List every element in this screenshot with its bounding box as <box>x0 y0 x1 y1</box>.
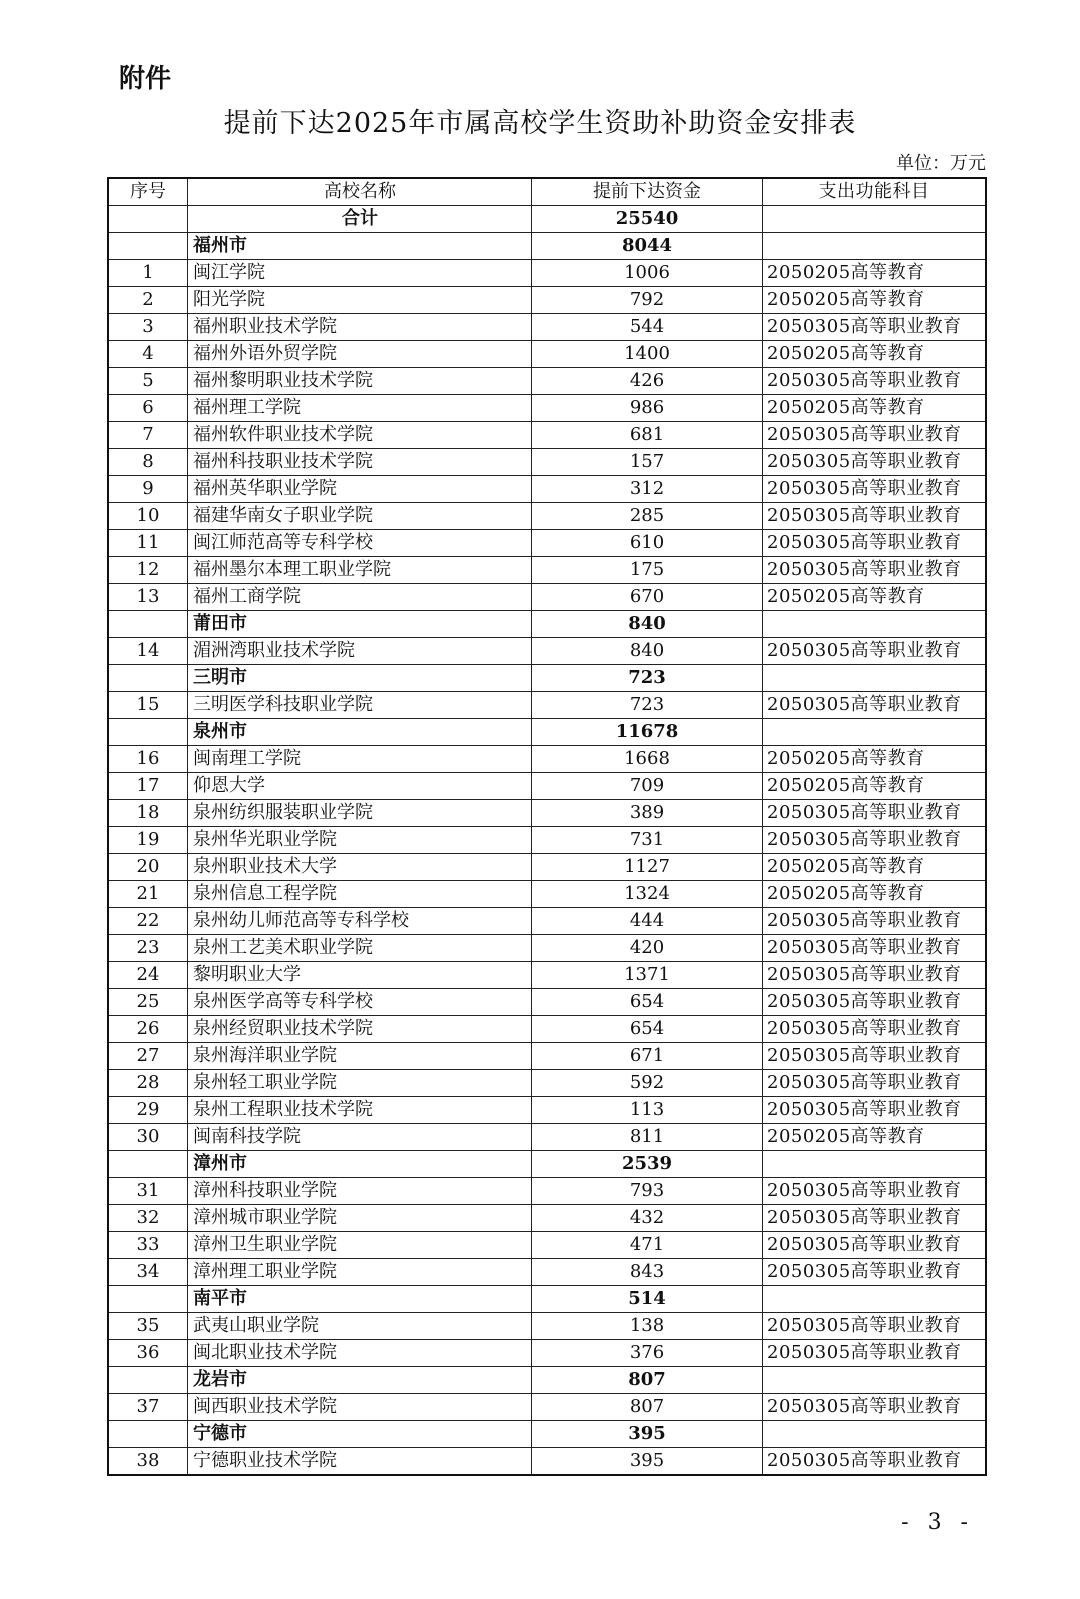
school-amount: 157 <box>532 449 763 476</box>
table-row <box>108 1016 986 1043</box>
city-index-cell <box>108 233 188 260</box>
city-group-row <box>108 665 986 692</box>
row-index: 2 <box>108 287 188 314</box>
table-header-row <box>108 178 986 206</box>
total-category-cell <box>763 206 987 233</box>
school-name: 福州理工学院 <box>188 395 532 422</box>
school-amount: 471 <box>532 1232 763 1259</box>
school-name: 福州职业技术学院 <box>188 314 532 341</box>
row-index: 23 <box>108 935 188 962</box>
city-index-cell <box>108 611 188 638</box>
expense-category: 2050305高等职业教育 <box>763 935 987 962</box>
school-name: 泉州工程职业技术学院 <box>188 1097 532 1124</box>
expense-category: 2050305高等职业教育 <box>763 1259 987 1286</box>
table-row <box>108 503 986 530</box>
row-index: 18 <box>108 800 188 827</box>
expense-category: 2050305高等职业教育 <box>763 638 987 665</box>
school-name: 泉州信息工程学院 <box>188 881 532 908</box>
row-index: 4 <box>108 341 188 368</box>
school-amount: 1400 <box>532 341 763 368</box>
school-name: 福州英华职业学院 <box>188 476 532 503</box>
table-row <box>108 881 986 908</box>
school-name: 福州外语外贸学院 <box>188 341 532 368</box>
school-name: 福州黎明职业技术学院 <box>188 368 532 395</box>
expense-category: 2050305高等职业教育 <box>763 1448 987 1476</box>
school-amount: 1006 <box>532 260 763 287</box>
school-amount: 376 <box>532 1340 763 1367</box>
row-index: 33 <box>108 1232 188 1259</box>
table-row <box>108 746 986 773</box>
row-index: 38 <box>108 1448 188 1476</box>
school-name: 闽南理工学院 <box>188 746 532 773</box>
row-index: 5 <box>108 368 188 395</box>
table-row <box>108 908 986 935</box>
city-index-cell <box>108 1367 188 1394</box>
school-name: 仰恩大学 <box>188 773 532 800</box>
table-row <box>108 1232 986 1259</box>
table-row <box>108 1178 986 1205</box>
school-name: 漳州卫生职业学院 <box>188 1232 532 1259</box>
table-row <box>108 1394 986 1421</box>
city-category-cell <box>763 665 987 692</box>
expense-category: 2050305高等职业教育 <box>763 989 987 1016</box>
city-name: 南平市 <box>188 1286 532 1313</box>
expense-category: 2050305高等职业教育 <box>763 1070 987 1097</box>
school-name: 闽江师范高等专科学校 <box>188 530 532 557</box>
table-row <box>108 1070 986 1097</box>
row-index: 37 <box>108 1394 188 1421</box>
row-index: 26 <box>108 1016 188 1043</box>
expense-category: 2050205高等教育 <box>763 341 987 368</box>
school-amount: 986 <box>532 395 763 422</box>
school-name: 泉州海洋职业学院 <box>188 1043 532 1070</box>
school-amount: 1371 <box>532 962 763 989</box>
school-name: 泉州纺织服装职业学院 <box>188 800 532 827</box>
expense-category: 2050305高等职业教育 <box>763 827 987 854</box>
school-name: 三明医学科技职业学院 <box>188 692 532 719</box>
city-group-row <box>108 611 986 638</box>
table-row <box>108 935 986 962</box>
expense-category: 2050205高等教育 <box>763 584 987 611</box>
city-name: 莆田市 <box>188 611 532 638</box>
table-row <box>108 854 986 881</box>
city-amount: 11678 <box>532 719 763 746</box>
table-row <box>108 530 986 557</box>
expense-category: 2050305高等职业教育 <box>763 908 987 935</box>
school-name: 泉州华光职业学院 <box>188 827 532 854</box>
school-amount: 426 <box>532 368 763 395</box>
row-index: 20 <box>108 854 188 881</box>
city-index-cell <box>108 665 188 692</box>
attachment-label: 附件 <box>119 64 172 94</box>
header-category: 支出功能科目 <box>763 178 987 206</box>
table-row <box>108 800 986 827</box>
school-amount: 654 <box>532 989 763 1016</box>
table-row <box>108 827 986 854</box>
total-row <box>108 206 986 233</box>
table-row <box>108 1205 986 1232</box>
table-row <box>108 773 986 800</box>
row-index: 29 <box>108 1097 188 1124</box>
row-index: 30 <box>108 1124 188 1151</box>
school-name: 泉州轻工职业学院 <box>188 1070 532 1097</box>
school-amount: 1127 <box>532 854 763 881</box>
school-name: 福州墨尔本理工职业学院 <box>188 557 532 584</box>
expense-category: 2050305高等职业教育 <box>763 1043 987 1070</box>
school-amount: 654 <box>532 1016 763 1043</box>
expense-category: 2050205高等教育 <box>763 746 987 773</box>
city-group-row <box>108 1151 986 1178</box>
city-name: 泉州市 <box>188 719 532 746</box>
row-index: 15 <box>108 692 188 719</box>
expense-category: 2050305高等职业教育 <box>763 476 987 503</box>
expense-category: 2050305高等职业教育 <box>763 1340 987 1367</box>
total-amount: 25540 <box>532 206 763 233</box>
school-name: 黎明职业大学 <box>188 962 532 989</box>
row-index: 24 <box>108 962 188 989</box>
school-amount: 592 <box>532 1070 763 1097</box>
school-name: 泉州幼儿师范高等专科学校 <box>188 908 532 935</box>
expense-category: 2050305高等职业教育 <box>763 503 987 530</box>
table-row <box>108 584 986 611</box>
table-row <box>108 638 986 665</box>
school-amount: 807 <box>532 1394 763 1421</box>
row-index: 9 <box>108 476 188 503</box>
table-row <box>108 1097 986 1124</box>
school-name: 漳州科技职业学院 <box>188 1178 532 1205</box>
expense-category: 2050205高等教育 <box>763 287 987 314</box>
table-row <box>108 476 986 503</box>
city-category-cell <box>763 233 987 260</box>
school-name: 福州软件职业技术学院 <box>188 422 532 449</box>
row-index: 34 <box>108 1259 188 1286</box>
city-amount: 8044 <box>532 233 763 260</box>
total-index-cell <box>108 206 188 233</box>
school-name: 闽江学院 <box>188 260 532 287</box>
city-amount: 723 <box>532 665 763 692</box>
expense-category: 2050305高等职业教育 <box>763 449 987 476</box>
unit-label: 单位：万元 <box>896 153 986 174</box>
row-index: 8 <box>108 449 188 476</box>
school-name: 漳州城市职业学院 <box>188 1205 532 1232</box>
funding-table <box>107 177 987 1476</box>
expense-category: 2050305高等职业教育 <box>763 1394 987 1421</box>
school-amount: 610 <box>532 530 763 557</box>
row-index: 3 <box>108 314 188 341</box>
school-name: 泉州经贸职业技术学院 <box>188 1016 532 1043</box>
expense-category: 2050305高等职业教育 <box>763 557 987 584</box>
school-amount: 681 <box>532 422 763 449</box>
table-row <box>108 1259 986 1286</box>
expense-category: 2050305高等职业教育 <box>763 1313 987 1340</box>
row-index: 31 <box>108 1178 188 1205</box>
city-amount: 514 <box>532 1286 763 1313</box>
school-amount: 811 <box>532 1124 763 1151</box>
row-index: 12 <box>108 557 188 584</box>
city-index-cell <box>108 1421 188 1448</box>
row-index: 6 <box>108 395 188 422</box>
row-index: 17 <box>108 773 188 800</box>
school-amount: 1324 <box>532 881 763 908</box>
school-amount: 1668 <box>532 746 763 773</box>
school-name: 福州科技职业技术学院 <box>188 449 532 476</box>
city-category-cell <box>763 611 987 638</box>
school-name: 阳光学院 <box>188 287 532 314</box>
school-name: 福州工商学院 <box>188 584 532 611</box>
row-index: 16 <box>108 746 188 773</box>
table-row <box>108 692 986 719</box>
school-amount: 312 <box>532 476 763 503</box>
row-index: 13 <box>108 584 188 611</box>
expense-category: 2050305高等职业教育 <box>763 368 987 395</box>
total-label: 合计 <box>188 206 532 233</box>
row-index: 10 <box>108 503 188 530</box>
table-row <box>108 557 986 584</box>
school-name: 闽南科技学院 <box>188 1124 532 1151</box>
expense-category: 2050305高等职业教育 <box>763 1097 987 1124</box>
table-row <box>108 260 986 287</box>
table-row <box>108 1448 986 1476</box>
school-amount: 843 <box>532 1259 763 1286</box>
school-name: 闽北职业技术学院 <box>188 1340 532 1367</box>
table-row <box>108 368 986 395</box>
table-row <box>108 1124 986 1151</box>
expense-category: 2050205高等教育 <box>763 1124 987 1151</box>
expense-category: 2050305高等职业教育 <box>763 422 987 449</box>
school-name: 宁德职业技术学院 <box>188 1448 532 1476</box>
school-amount: 138 <box>532 1313 763 1340</box>
expense-category: 2050305高等职业教育 <box>763 314 987 341</box>
school-name: 泉州工艺美术职业学院 <box>188 935 532 962</box>
table-row <box>108 395 986 422</box>
header-amount: 提前下达资金 <box>532 178 763 206</box>
school-amount: 420 <box>532 935 763 962</box>
expense-category: 2050305高等职业教育 <box>763 800 987 827</box>
expense-category: 2050305高等职业教育 <box>763 962 987 989</box>
row-index: 7 <box>108 422 188 449</box>
header-index: 序号 <box>108 178 188 206</box>
table-row <box>108 1340 986 1367</box>
table-row <box>108 422 986 449</box>
school-amount: 671 <box>532 1043 763 1070</box>
school-amount: 175 <box>532 557 763 584</box>
school-name: 泉州医学高等专科学校 <box>188 989 532 1016</box>
school-amount: 395 <box>532 1448 763 1476</box>
city-amount: 395 <box>532 1421 763 1448</box>
row-index: 11 <box>108 530 188 557</box>
expense-category: 2050305高等职业教育 <box>763 1016 987 1043</box>
table-row <box>108 314 986 341</box>
expense-category: 2050305高等职业教育 <box>763 1178 987 1205</box>
page-title: 提前下达2025年市属高校学生资助补助资金安排表 <box>223 108 857 139</box>
school-amount: 793 <box>532 1178 763 1205</box>
expense-category: 2050305高等职业教育 <box>763 1205 987 1232</box>
expense-category: 2050305高等职业教育 <box>763 530 987 557</box>
school-amount: 389 <box>532 800 763 827</box>
city-group-row <box>108 719 986 746</box>
city-group-row <box>108 233 986 260</box>
city-amount: 807 <box>532 1367 763 1394</box>
expense-category: 2050205高等教育 <box>763 260 987 287</box>
school-amount: 432 <box>532 1205 763 1232</box>
row-index: 27 <box>108 1043 188 1070</box>
school-amount: 792 <box>532 287 763 314</box>
school-amount: 670 <box>532 584 763 611</box>
city-name: 三明市 <box>188 665 532 692</box>
city-category-cell <box>763 1367 987 1394</box>
row-index: 36 <box>108 1340 188 1367</box>
expense-category: 2050305高等职业教育 <box>763 692 987 719</box>
expense-category: 2050205高等教育 <box>763 395 987 422</box>
city-category-cell <box>763 1286 987 1313</box>
school-amount: 113 <box>532 1097 763 1124</box>
city-amount: 2539 <box>532 1151 763 1178</box>
city-index-cell <box>108 719 188 746</box>
table-row <box>108 341 986 368</box>
table-row <box>108 1043 986 1070</box>
city-group-row <box>108 1367 986 1394</box>
school-name: 泉州职业技术大学 <box>188 854 532 881</box>
expense-category: 2050205高等教育 <box>763 773 987 800</box>
city-amount: 840 <box>532 611 763 638</box>
city-index-cell <box>108 1286 188 1313</box>
city-name: 福州市 <box>188 233 532 260</box>
table-row <box>108 989 986 1016</box>
city-category-cell <box>763 719 987 746</box>
school-name: 湄洲湾职业技术学院 <box>188 638 532 665</box>
city-group-row <box>108 1421 986 1448</box>
school-amount: 709 <box>532 773 763 800</box>
row-index: 19 <box>108 827 188 854</box>
row-index: 32 <box>108 1205 188 1232</box>
expense-category: 2050305高等职业教育 <box>763 1232 987 1259</box>
school-amount: 285 <box>532 503 763 530</box>
row-index: 21 <box>108 881 188 908</box>
row-index: 22 <box>108 908 188 935</box>
school-amount: 544 <box>532 314 763 341</box>
table-row <box>108 962 986 989</box>
row-index: 35 <box>108 1313 188 1340</box>
school-amount: 444 <box>532 908 763 935</box>
school-amount: 840 <box>532 638 763 665</box>
expense-category: 2050205高等教育 <box>763 854 987 881</box>
school-name: 闽西职业技术学院 <box>188 1394 532 1421</box>
table-row <box>108 287 986 314</box>
school-name: 武夷山职业学院 <box>188 1313 532 1340</box>
row-index: 28 <box>108 1070 188 1097</box>
school-name: 福建华南女子职业学院 <box>188 503 532 530</box>
city-name: 宁德市 <box>188 1421 532 1448</box>
city-category-cell <box>763 1421 987 1448</box>
expense-category: 2050205高等教育 <box>763 881 987 908</box>
row-index: 25 <box>108 989 188 1016</box>
city-name: 漳州市 <box>188 1151 532 1178</box>
school-name: 漳州理工职业学院 <box>188 1259 532 1286</box>
city-index-cell <box>108 1151 188 1178</box>
school-amount: 723 <box>532 692 763 719</box>
city-name: 龙岩市 <box>188 1367 532 1394</box>
row-index: 1 <box>108 260 188 287</box>
row-index: 14 <box>108 638 188 665</box>
table-row <box>108 1313 986 1340</box>
table-row <box>108 449 986 476</box>
school-amount: 731 <box>532 827 763 854</box>
page-number: - 3 - <box>901 1510 974 1535</box>
city-group-row <box>108 1286 986 1313</box>
city-category-cell <box>763 1151 987 1178</box>
header-school: 高校名称 <box>188 178 532 206</box>
